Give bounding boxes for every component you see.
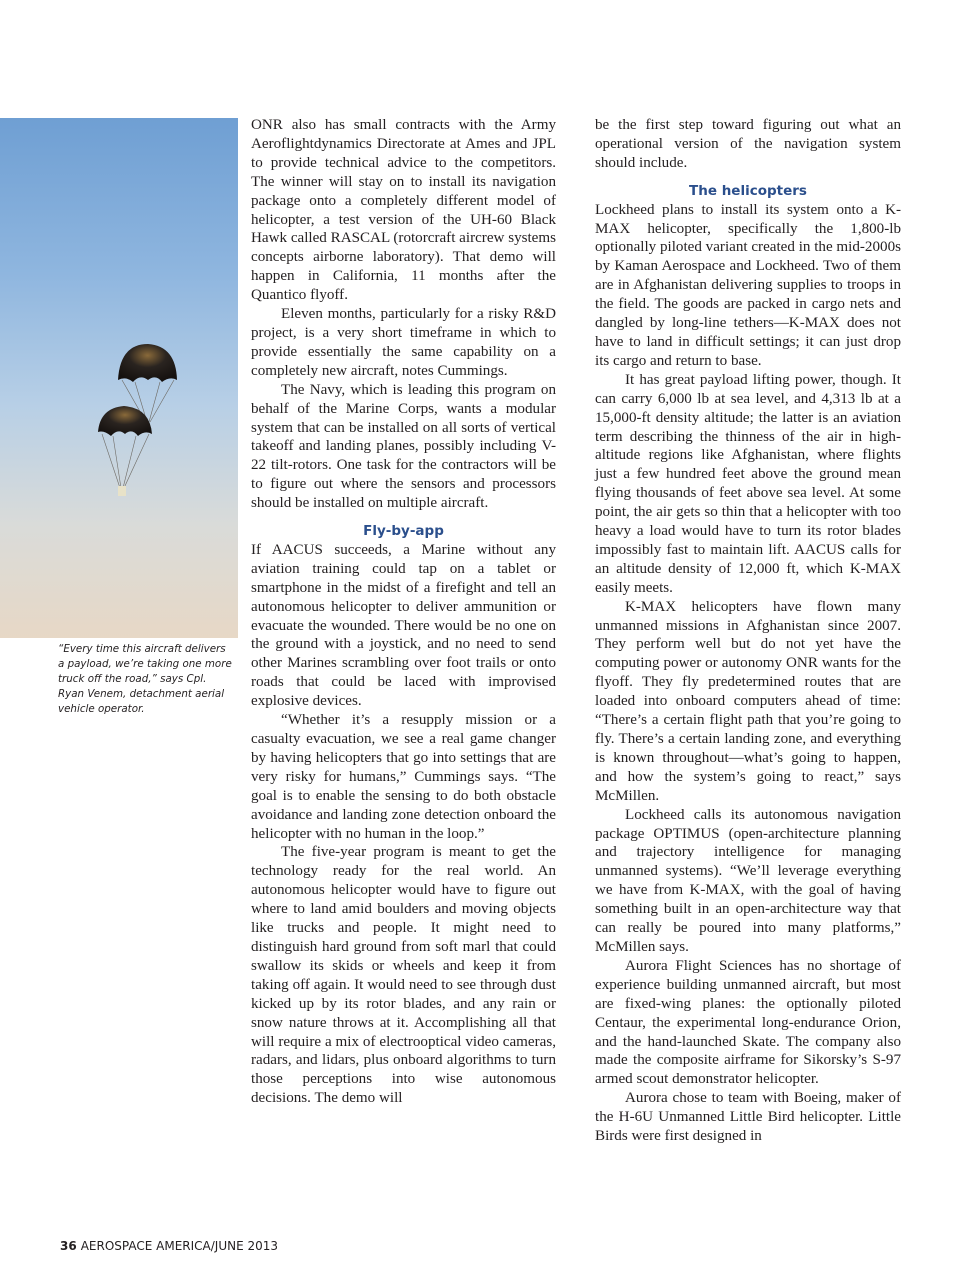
parachute-illustration (0, 118, 238, 638)
publication-name: AEROSPACE AMERICA/JUNE 2013 (80, 1239, 279, 1253)
caption-text: “Every time this aircraft delivers a payload, we’re taking one more truck off the road,” says Cpl. Ryan Venem, detachment aerial vehicle operator. (58, 643, 232, 715)
paragraph: The Navy, which is leading this program on behalf of the Marine Corps, wants a modular system that can be installed on all sorts of vertical takeoff and landing planes, possibly including V-22 tilt-rotors. One task for the contractors will be to figure out where the sensors and processors should be installed on multiple aircraft. (251, 381, 556, 512)
paragraph: It has great payload lifting power, though. It can carry 6,000 lb at sea level, and 4,313 lb at a 15,000-ft density altitude; the latter is an aviation term describing the thinness of the air in high-altitude regions like Afghanistan, where flights just a few hundred feet above the ground mean flying thousands of feet above sea level. At some point, the air gets so thin that a helicopter with too heavy a load would have to turn its rotor blades impossibly fast to maintain lift. AACUS calls for an altitude density of 12,000 ft, which K-MAX easily meets. (595, 371, 901, 596)
article-column-1 (251, 116, 556, 1108)
paragraph: Aurora Flight Sciences has no shortage of experience building unmanned aircraft, but most are fixed-wing planes: the optionally piloted Centaur, the experimental long-endurance Orion, and the hand-launched Skate. The company also made the composite airframe for Sikorsky’s S-97 armed scout demonstrator helicopter. (595, 957, 901, 1088)
paragraph: If AACUS succeeds, a Marine without any aviation training could tap on a tablet or smartphone in the midst of a firefight and tell an autonomous helicopter to deliver ammunition or evacuate the wounded. There would be no one on the ground with a joystick, and no need to send other Marines scrambling over foot trails or onto roads that could be laced with improvised explosive devices. (251, 541, 556, 710)
paragraph: Aurora chose to team with Boeing, maker of the H-6U Unmanned Little Bird helicopter. Little Birds were first designed in (595, 1090, 901, 1145)
parachute-photo (0, 118, 238, 638)
parachute-lower (98, 406, 152, 496)
paragraph: Lockheed calls its autonomous navigation package OPTIMUS (open-architecture planning and trajectory intelligence for managing unmanned systems). “We’ll leverage everything we have from K-MAX, with the goal of having something built in an open-architecture way that can really be poured into many platforms,” McMillen says. (595, 806, 901, 955)
paragraph: ONR also has small contracts with the Army Aeroflightdynamics Directorate at Ames and JPL to provide technical advice to the competitors. The winner will stay on to install its navigation package onto a completely different model of helicopter, a test version of the UH-60 Black Hawk called RASCAL (rotorcraft aircrew systems concepts airborne laboratory). That demo will happen in California, 11 months after the Quantico flyoff. (251, 117, 556, 304)
page-number: 36 (60, 1239, 77, 1253)
paragraph: Lockheed plans to install its system onto a K-MAX helicopter, specifically the 1,800-lb optionally piloted variant created in the mid-2000s by Kaman Aerospace and Lockheed. Two of them are in Afghanistan delivering supplies to troops in the field. The goods are packed in cargo nets and dangled by long-line tethers—K-MAX does not have to land in difficult settings; it can just drop its cargo and return to base. (595, 201, 901, 369)
section-heading: Fly-by-app (363, 523, 444, 540)
article-column-2 (595, 116, 901, 1146)
paragraph: be the first step toward figuring out what an operational version of the navigation system should include. (595, 117, 901, 171)
paragraph: Eleven months, particularly for a risky R&D project, is a very short timeframe in which to provide essentially the same capability on a completely new aircraft, notes Cummings. (251, 306, 556, 379)
cargo-payload (118, 486, 126, 496)
paragraph: K-MAX helicopters have flown many unmanned missions in Afghanistan since 2007. They perform well but do not yet have the computing power or autonomy ONR wants for the flyoff. They fly predetermined routes that are loaded into onboard computers ahead of time: “There’s a certain flight path that you’re going to fly. There’s a certain landing zone, and everything is known throughout—what’s going to happen, and how the system’s going to react,” says McMillen. (595, 598, 901, 804)
section-heading: The helicopters (689, 182, 807, 199)
paragraph: “Whether it’s a resupply mission or a casualty evacuation, we see a real game changer by having helicopters that go into settings that are very risky for humans,” Cummings says. “The goal is to enable the sensing to do both obstacle avoidance and landing zone detection onboard the helicopter with no human in the loop.” (251, 712, 556, 842)
photo-caption (58, 642, 233, 717)
paragraph: The five-year program is meant to get the technology ready for the real world. An autonomous helicopter would have to figure out where to land amid boulders and moving objects like trucks and people. It might need to distinguish hard ground from soft marl that could swallow its skids or wheels and keep it from taking off again. It would need to see through dust kicked up by its rotor blades, and any rain or snow nature throws at it. Accomplishing all that will require a mix of electrooptical video cameras, radars, and lidars, plus onboard algorithms to turn those perceptions into wise autonomous decisions. The demo will (251, 844, 556, 1107)
page-footer (60, 1239, 278, 1253)
